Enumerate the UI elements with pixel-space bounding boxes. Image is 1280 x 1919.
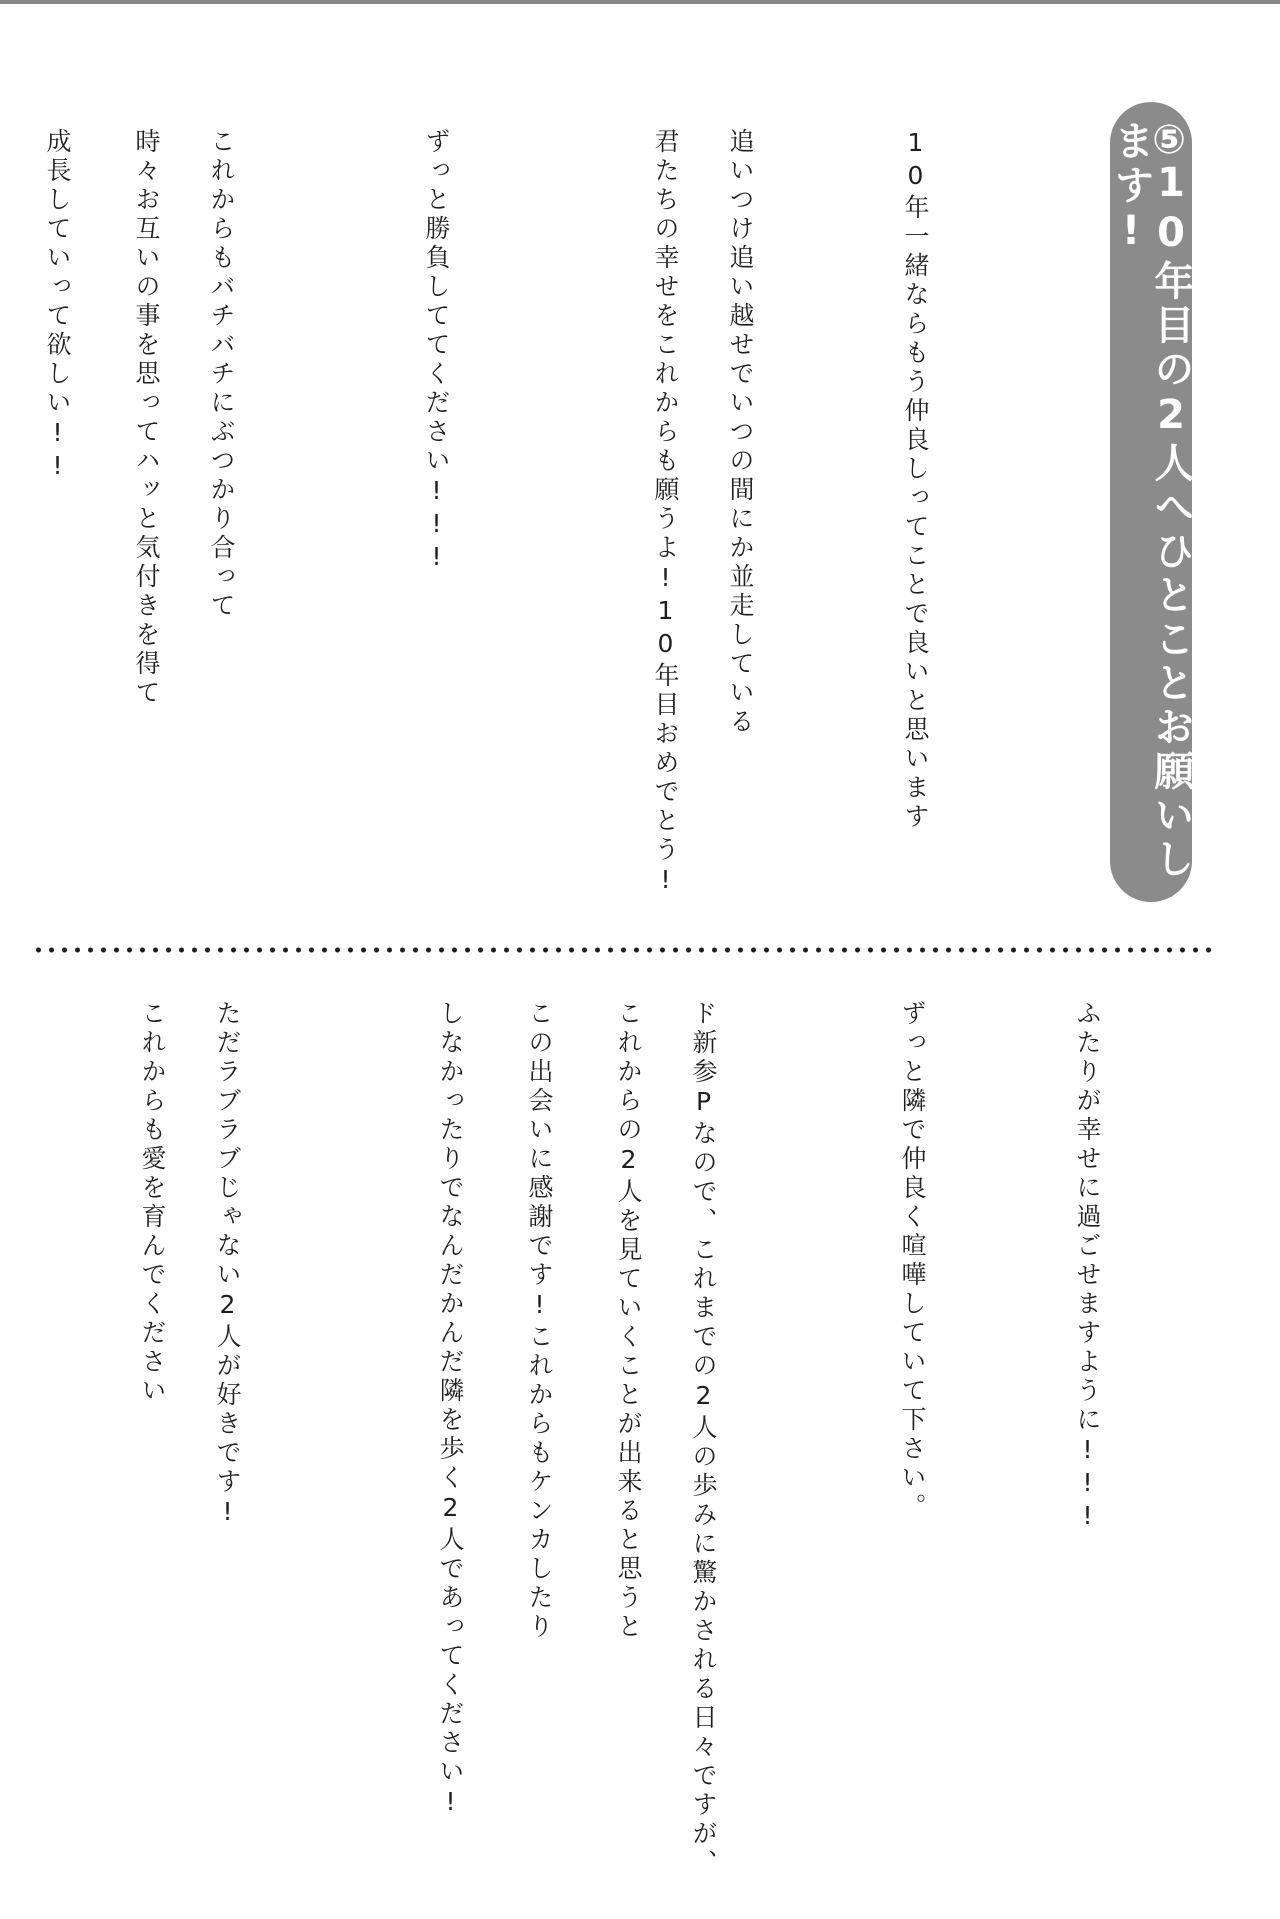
message-4 bbox=[0, 128, 284, 898]
section-divider bbox=[32, 946, 1214, 954]
section-number: ⑤ bbox=[1152, 117, 1190, 163]
bottom-message-block bbox=[0, 1000, 1200, 1919]
message-12 bbox=[76, 1000, 290, 1919]
message-line: 成長していって欲しい!! bbox=[43, 128, 72, 484]
top-message-block bbox=[0, 128, 1028, 898]
message-line: これからの2人を見ていくことが出来ると思うと bbox=[614, 1000, 643, 1642]
section-title-pill bbox=[1110, 102, 1192, 902]
message-2 bbox=[589, 128, 803, 898]
message-10 bbox=[850, 1000, 975, 1919]
message-line: ただラブラブじゃない2人が好きです! bbox=[213, 1000, 242, 1530]
message-line: 10年一緒ならもう仲良しってことで良いと思います bbox=[901, 128, 930, 832]
top-border bbox=[0, 0, 1280, 4]
message-9 bbox=[1025, 1000, 1150, 1919]
message-line: ずっと勝負しててください!!! bbox=[422, 128, 451, 575]
message-line: 時々お互いの事を思ってハッと気付きを得て bbox=[132, 128, 161, 708]
message-line: これからも愛を育んでください bbox=[138, 1000, 167, 1406]
message-3 bbox=[374, 128, 499, 898]
message-line: 君たちの幸せをこれからも願うよ!10年目おめでとう! bbox=[651, 128, 680, 898]
message-1 bbox=[853, 128, 978, 898]
message-line: この出会いに感謝です!これからもケンカしたり bbox=[525, 1000, 554, 1642]
message-line: ふたりが幸せに過ごせますように!!! bbox=[1073, 1000, 1102, 1534]
message-line: ド新参Pなので、これまでの2人の歩みに驚かされる日々ですが、 bbox=[689, 1000, 718, 1878]
message-line: 追いつけ追い越せでいつの間にか並走している bbox=[726, 128, 755, 737]
message-line: これからもバチバチにぶつかり合って bbox=[207, 128, 236, 621]
section-title bbox=[1108, 117, 1194, 902]
message-line: ずっと隣で仲良く喧嘩していて下さい。 bbox=[898, 1000, 927, 1522]
section-title-text: 10年目の2人へひとことお願いします! bbox=[1108, 120, 1194, 882]
message-11 bbox=[374, 1000, 766, 1919]
message-line: しなかったりでなんだかんだ隣を歩く2人であってください! bbox=[436, 1000, 465, 1820]
